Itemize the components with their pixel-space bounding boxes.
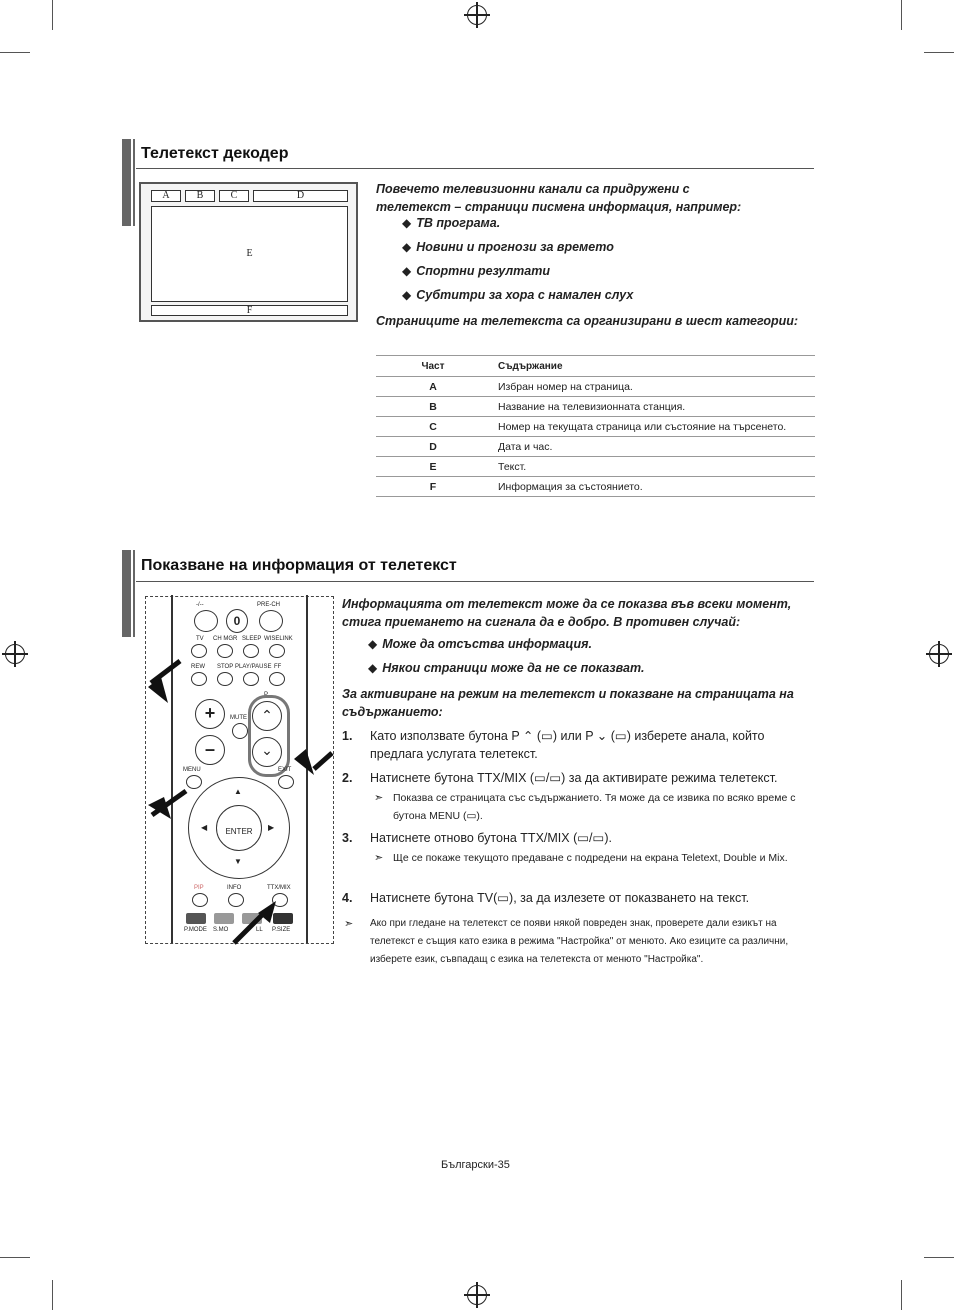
table-cell: Избран номер на страница. [490, 377, 815, 397]
right-arrow-icon: ▶ [268, 823, 275, 832]
diamond-icon: ◆ [368, 637, 378, 651]
bullet-item [402, 240, 614, 254]
crop-mark [0, 52, 30, 53]
crop-mark [901, 1280, 902, 1310]
table-header-row [376, 356, 815, 377]
section-bar-thin [133, 550, 135, 637]
teletext-intro: Повечето телевизионни канали са придружени с телетекст – страници писмена информация, например: [376, 182, 742, 214]
table-cell: D [376, 437, 490, 457]
remote-label: MENU [183, 767, 201, 773]
table-cell: Текст. [490, 457, 815, 477]
table-cell: Название на телевизионната станция. [490, 397, 815, 417]
diamond-icon: ◆ [402, 288, 412, 302]
diamond-icon: ◆ [402, 240, 412, 254]
pointer-arrows [146, 597, 333, 943]
bullet-item [402, 264, 550, 278]
channel-down-button[interactable]: ⌄ [252, 737, 282, 767]
table-row [376, 397, 815, 417]
table-cell: C [376, 417, 490, 437]
table-cell: B [376, 397, 490, 417]
screen-label-c: C [219, 190, 249, 202]
note-text: Ще се покаже текущото предаване с подредени на екрана Teletext, Double и Mix. [393, 852, 788, 864]
remote-label: CH MGR [213, 636, 238, 642]
table-cell: Информация за състоянието. [490, 477, 815, 497]
diamond-icon: ◆ [402, 264, 412, 278]
remote-label: P.MODE [184, 927, 207, 933]
note-text: Показва се страницата със съдържанието. Тя може да се извика по всяко време с бутона MENU (▭). [393, 792, 796, 822]
table-row [376, 437, 815, 457]
left-arrow-icon: ◀ [201, 823, 208, 832]
note-arrow-icon: ➣ [344, 918, 354, 930]
step-text: Натиснете бутона TTX/MIX (▭/▭) за да активирате режима телетекст. [370, 771, 778, 785]
step-number: 1. [342, 729, 353, 743]
table-row [376, 457, 815, 477]
diamond-icon: ◆ [402, 216, 412, 230]
remote-label: TV [196, 636, 204, 642]
bullet-text: Някои страници може да не се показват. [382, 661, 645, 675]
remote-label: STOP [217, 664, 234, 670]
remote-label: REW [191, 664, 205, 670]
crop-mark [0, 1257, 30, 1258]
down-arrow-icon: ▼ [234, 857, 242, 866]
table-cell: Дата и час. [490, 437, 815, 457]
table-row [376, 377, 815, 397]
remote-label: S.MO [213, 927, 229, 933]
table-cell: F [376, 477, 490, 497]
step-4 [342, 889, 802, 907]
registration-mark-bottom [467, 1285, 487, 1305]
remote-label: TTX/MIX [267, 885, 291, 891]
remote-label: EXIT [278, 767, 292, 773]
remote-label: MUTE [230, 715, 247, 721]
step-number: 3. [342, 831, 353, 845]
table-cell: A [376, 377, 490, 397]
remote-label: P.SIZE [272, 927, 291, 933]
remote-label: PRE-CH [257, 602, 281, 608]
remote-label: PLAY/PAUSE [235, 664, 272, 670]
note-text: Ако при гледане на телетекст се появи някой повреден знак, проверете дали езикът на телетекст е същия като езика в режима "Настройка" от менюто. Ако езиците са различни, изберете език, съвпадащ с езика на телетекста от менюто "Настройка". [370, 918, 789, 965]
section-rule [136, 581, 814, 582]
bullet-item [368, 637, 592, 651]
bullet-text: Новини и прогнози за времето [416, 240, 614, 254]
remote-label: INFO [227, 885, 242, 891]
crop-mark [52, 0, 53, 30]
teletext-screen-diagram [139, 182, 358, 322]
step-text: Като използвате бутона P ⌃ (▭) или P ⌄ (▭) изберете анала, който предлага услугата телетекст. [370, 729, 765, 761]
bullet-text: Спортни резултати [416, 264, 550, 278]
crop-mark [52, 1280, 53, 1310]
volume-down-button[interactable]: – [195, 735, 225, 765]
table-cell: Номер на текущата страница или състояние на търсенето. [490, 417, 815, 437]
remote-control-illustration [145, 596, 334, 944]
remote-label: FF [274, 664, 282, 670]
bullet-text: Субтитри за хора с намален слух [416, 288, 634, 302]
categories-table [376, 355, 815, 497]
table-row [376, 477, 815, 497]
screen-label-f: F [151, 305, 348, 316]
crop-mark [924, 1257, 954, 1258]
section-title-teletext-decoder: Телетекст декодер [141, 145, 289, 162]
remote-label: LL [256, 927, 263, 933]
table-header: Съдържание [490, 356, 815, 377]
page-footer: Български-35 [441, 1159, 510, 1171]
remote-label: P [264, 692, 269, 698]
screen-label-e-text: E [246, 248, 253, 259]
step-1 [342, 727, 802, 763]
bullet-item [402, 288, 633, 302]
registration-mark-left [5, 644, 25, 664]
section-title-teletext-info: Показване на информация от телетекст [141, 557, 457, 574]
table-header: Част [376, 356, 490, 377]
categories-line: Страниците на телетекста са организирани в шест категории: [376, 314, 799, 328]
diamond-icon: ◆ [368, 661, 378, 675]
bullet-item [368, 661, 644, 675]
volume-up-button[interactable]: + [195, 699, 225, 729]
activate-line: За активиране на режим на телетекст и показване на страницата на съдържанието: [342, 687, 794, 719]
teletext-info-intro: Информацията от телетекст може да се показва във всеки момент, стига приемането на сигнала да е добро. В противен случай: [342, 597, 792, 629]
bullet-item [402, 216, 500, 230]
step-number: 2. [342, 771, 353, 785]
note-arrow-icon: ➣ [374, 792, 384, 804]
remote-label: PIP [194, 885, 204, 891]
section-bar [122, 139, 131, 226]
note-arrow-icon: ➣ [374, 852, 384, 864]
table-row [376, 417, 815, 437]
up-arrow-icon: ▲ [234, 787, 242, 796]
remote-label: WISELINK [264, 636, 293, 642]
zero-label: 0 [233, 614, 241, 628]
screen-label-e [151, 206, 348, 302]
screen-label-a: A [151, 190, 181, 202]
screen-label-b: B [185, 190, 215, 202]
bullet-text: Може да отсъства информация. [382, 637, 592, 651]
section-bar-thin [133, 139, 135, 226]
section-bar [122, 550, 131, 637]
step-text: Натиснете отново бутона TTX/MIX (▭/▭). [370, 831, 612, 845]
table-cell: E [376, 457, 490, 477]
step-text: Натиснете бутона TV(▭), за да излезете от показването на текст. [370, 891, 750, 905]
remote-label: SLEEP [242, 636, 262, 642]
registration-mark-top [467, 5, 487, 25]
crop-mark [901, 0, 902, 30]
registration-mark-right [929, 644, 949, 664]
channel-up-button[interactable]: ⌃ [252, 701, 282, 731]
enter-label: ENTER [225, 827, 253, 836]
step-2 [342, 769, 802, 787]
step-3 [342, 829, 802, 847]
step-number: 4. [342, 891, 353, 905]
screen-label-d: D [253, 190, 348, 202]
crop-mark [924, 52, 954, 53]
bullet-text: ТВ програма. [416, 216, 501, 230]
section-rule [136, 168, 814, 169]
remote-label: -/-- [196, 602, 204, 608]
